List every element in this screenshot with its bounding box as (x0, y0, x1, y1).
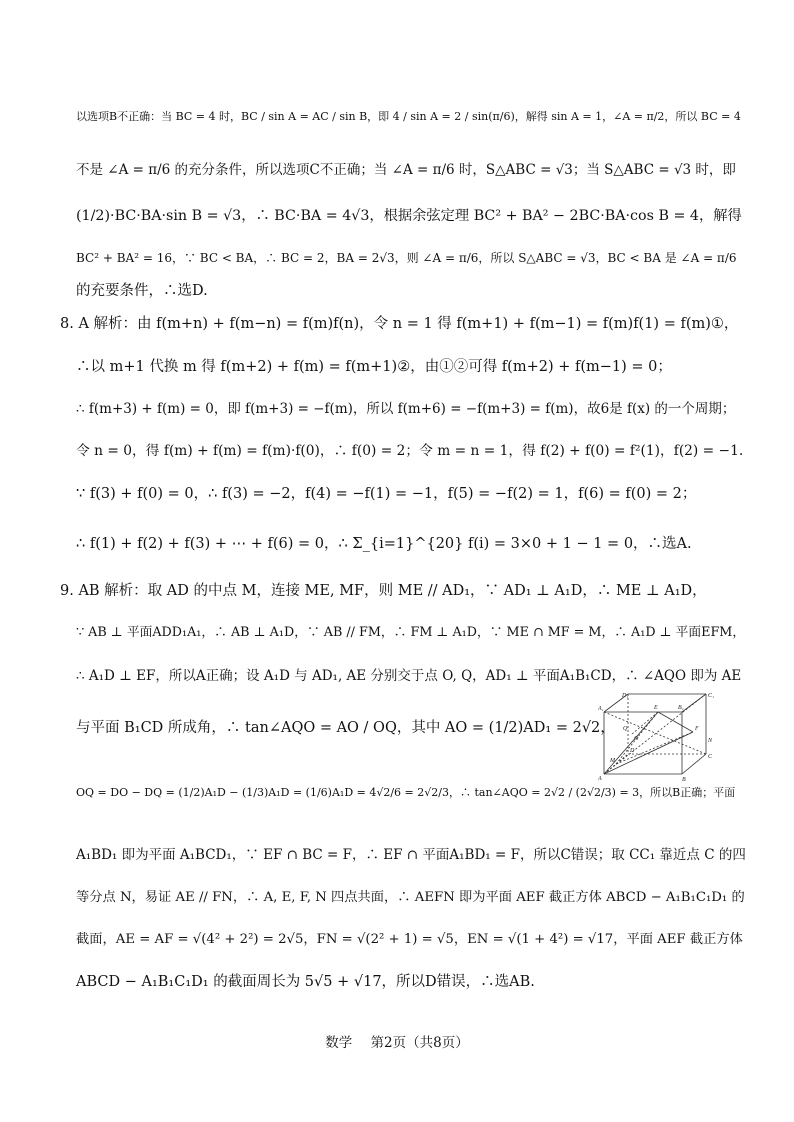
figure-label: C (708, 754, 713, 760)
text-line: BC² + BA² = 16，∵ BC < BA，∴ BC = 2，BA = 2√3，则 ∠A = π/6，所以 S△ABC = √3，BC < BA 是 ∠A = π/6 (76, 251, 737, 265)
text-line: ∴ A₁D ⊥ EF，所以A正确；设 A₁D 与 AD₁, AE 分别交于点 O, Q，AD₁ ⊥ 平面A₁B₁CD，∴ ∠AQO 即为 AE (76, 668, 742, 684)
text-line: 8. A 解析：由 f(m+n) + f(m−n) = f(m)f(n)，令 n = 1 得 f(m+1) + f(m−1) = f(m)f(1) = f(m)①， (60, 316, 739, 332)
text-line: ∴ f(m+3) + f(m) = 0，即 f(m+3) = −f(m)，所以 f(m+6) = −f(m+3) = f(m)，故6是 f(x) 的一个周期； (76, 401, 736, 417)
figure-label: N (708, 738, 713, 744)
footer-page-number: 第2页（共8页） (370, 1035, 469, 1051)
figure-label: D₁ (622, 693, 629, 699)
text-line: 以选项B不正确：当 BC = 4 时，BC / sin A = AC / sin B，即 4 / sin A = 2 / sin(π/6)，解得 sin A = 1，∠A = π/2，所以 BC = 4 (76, 110, 741, 123)
text-line: 不是 ∠A = π/6 的充分条件，所以选项C不正确；当 ∠A = π/6 时，S△ABC = √3；当 S△ABC = √3 时，即 (76, 162, 736, 178)
text-line: 截面，AE = AF = √(4² + 2²) = 2√5，FN = √(2² + 1) = √5，EN = √(1 + 4²) = √17，平面 AEF 截正方体 (76, 932, 743, 947)
text-line: 的充要条件，∴选D. (76, 283, 208, 299)
figure-label: Q (623, 726, 628, 732)
figure-label: D (630, 748, 635, 754)
figure-label: O (634, 736, 639, 742)
text-line: OQ = DO − DQ = (1/2)A₁D − (1/3)A₁D = (1/6)A₁D = 4√2/6 = 2√2/3，∴ tan∠AQO = 2√2 / (2√2/3) = 3，所以B正确；平面 (76, 786, 736, 799)
text-line: 9. AB 解析：取 AD 的中点 M，连接 ME, MF，则 ME // AD₁，∵ AD₁ ⊥ A₁D，∴ ME ⊥ A₁D， (60, 583, 707, 599)
cube-figure (598, 690, 724, 782)
figure-label: C₁ (708, 693, 715, 699)
text-line: (1/2)·BC·BA·sin B = √3，∴ BC·BA = 4√3，根据余弦定理 BC² + BA² − 2BC·BA·cos B = 4，解得 (76, 208, 742, 224)
figure-label: F (695, 726, 699, 732)
figure-label: B₁ (678, 705, 684, 711)
text-line: ∴以 m+1 代换 m 得 f(m+2) + f(m) = f(m+1)②，由①②可得 f(m+2) + f(m−1) = 0； (76, 359, 672, 375)
text-line: ABCD − A₁B₁C₁D₁ 的截面周长为 5√5 + √17，所以D错误，∴选AB. (76, 974, 535, 990)
figure-label: A₁ (598, 706, 604, 712)
figure-label: A (598, 776, 602, 782)
page-footer (0, 1031, 794, 1051)
text-line: 与平面 B₁CD 所成角，∴ tan∠AQO = AO / OQ，其中 AO = (1/2)AD₁ = 2√2， (76, 720, 615, 736)
text-line: A₁BD₁ 即为平面 A₁BCD₁，∵ EF ∩ BC = F，∴ EF ∩ 平面A₁BD₁ = F，所以C错误；取 CC₁ 靠近点 C 的四 (76, 847, 746, 863)
figure-label: B (682, 777, 686, 782)
text-line: ∵ f(3) + f(0) = 0，∴ f(3) = −2，f(4) = −f(1) = −1，f(5) = −f(2) = 1，f(6) = f(0) = 2； (76, 486, 697, 502)
footer-subject: 数学 (325, 1035, 353, 1051)
text-line: 等分点 N，易证 AE // FN，∴ A, E, F, N 四点共面，∴ AEFN 即为平面 AEF 截正方体 ABCD − A₁B₁C₁D₁ 的 (76, 890, 745, 905)
text-line: 令 n = 0，得 f(m) + f(m) = f(m)·f(0)，∴ f(0) = 2；令 m = n = 1，得 f(2) + f(0) = f²(1)，f(2) = −1. (76, 443, 744, 459)
text-line: ∴ f(1) + f(2) + f(3) + ⋯ + f(6) = 0，∴ Σ_{i=1}^{20} f(i) = 3×0 + 1 − 1 = 0，∴选A. (76, 536, 692, 552)
figure-label: E (654, 705, 658, 711)
figure-label: M (610, 758, 615, 764)
text-line: ∵ AB ⊥ 平面ADD₁A₁，∴ AB ⊥ A₁D，∵ AB // FM，∴ FM ⊥ A₁D，∵ ME ∩ MF = M，∴ A₁D ⊥ 平面EFM， (76, 625, 746, 640)
